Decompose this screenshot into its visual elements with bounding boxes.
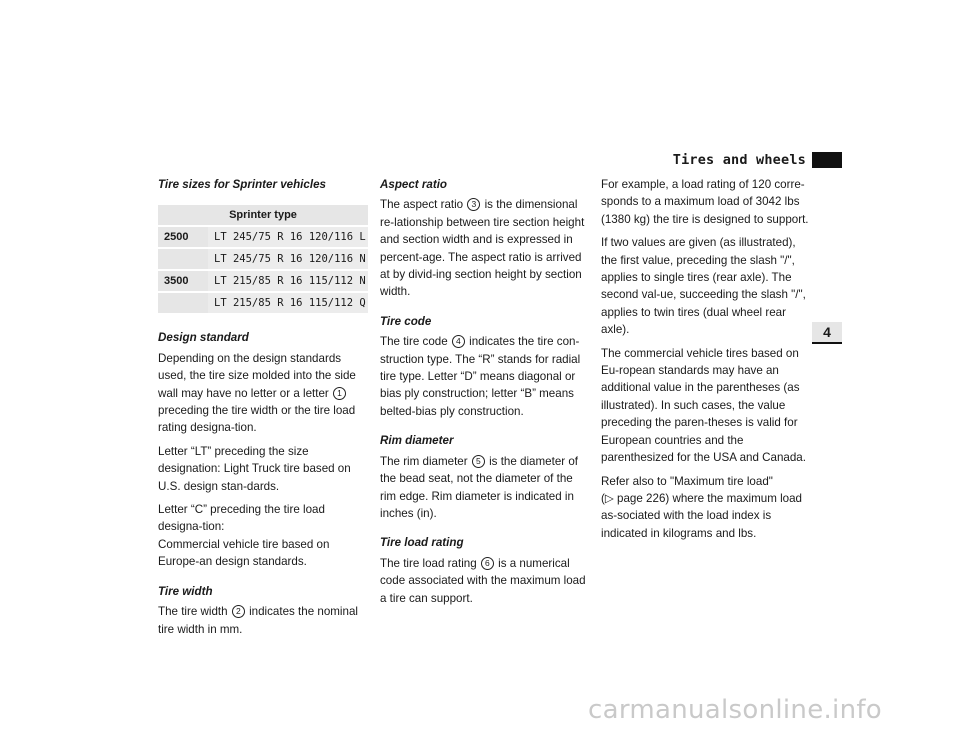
table-row [158, 227, 368, 247]
heading-tire-code: Tire code [380, 314, 432, 328]
size-cell: LT 245/75 R 16 120/116 L [208, 227, 368, 247]
column-left [158, 176, 370, 644]
heading-aspect-ratio: Aspect ratio [380, 178, 448, 191]
chapter-number: 4 [812, 322, 842, 344]
table-row [158, 249, 368, 269]
two-values-text: If two values are given (as illustrated), the first value, preceding the slash "/", applies to single tires (rear axle). The second val-ue, succeeding the slash "/", applies to twin tires (dual wheel rear axle). [601, 236, 806, 337]
letter-c-text: Letter “C” preceding the tire load designa-tion: Commercial vehicle tire based on Europe-an design standards. [158, 503, 330, 569]
section-tab-marker [812, 152, 842, 168]
sprinter-tire-table [158, 203, 368, 315]
heading-design-standard: Design standard [158, 331, 249, 345]
table-header: Sprinter type [158, 205, 368, 225]
column-middle [380, 176, 592, 613]
tire-width-text: The tire width 2 indicates the nominal tire width in mm. [158, 605, 358, 636]
section-title: Tires and wheels [672, 152, 806, 168]
watermark: carmanualsonline.info [588, 695, 883, 725]
design-standard-text: Depending on the design standards used, the tire size molded into the side wall may have no letter or a letter 1 preceding the tire width or the tire load rating designa-tion. [158, 351, 356, 435]
column-right [601, 176, 813, 548]
model-cell [158, 249, 208, 269]
aspect-ratio-text: The aspect ratio 3 is the dimensional re-lationship between tire section height and section width and is expressed in percent-age. The aspect ratio is arrived at by divid-ing section height by section width. [380, 198, 585, 299]
callout-marker: 4 [452, 335, 465, 348]
reference-text: Refer also to "Maximum tire load" (▷ page 226) where the maximum load as-sociated with the load index is indicated in kilograms and lbs. [601, 474, 802, 540]
callout-marker: 6 [481, 557, 494, 570]
model-cell: 2500 [158, 227, 208, 247]
european-standard-text: The commercial vehicle tires based on Eu-ropean standards may have an additional value in the parentheses (as illustrated). In such cases, the value preceding the paren-theses is valid for European countries and the parenthesized for the USA and Canada. [601, 346, 806, 465]
heading-rim-diameter: Rim diameter [380, 434, 454, 448]
heading-load-rating: Tire load rating [380, 536, 464, 550]
load-rating-text: The tire load rating 6 is a numerical code associated with the maximum load a tire can support. [380, 556, 586, 605]
size-cell: LT 245/75 R 16 120/116 N [208, 249, 368, 269]
callout-marker: 2 [232, 605, 245, 618]
tire-code-text: The tire code 4 indicates the tire con-struction type. The “R” stands for radial tire type. Letter “D” means diagonal or bias ply construction; letter “B” means belted-bias ply construction. [380, 335, 581, 418]
size-cell: LT 215/85 R 16 115/112 N [208, 271, 368, 291]
size-cell: LT 215/85 R 16 115/112 Q [208, 293, 368, 313]
callout-marker: 3 [467, 198, 480, 211]
callout-marker: 1 [333, 387, 346, 400]
callout-marker: 5 [472, 455, 485, 468]
page-reference-arrow-icon: ▷ [604, 491, 614, 505]
table-row [158, 293, 368, 313]
heading-tire-sizes: Tire sizes for Sprinter vehicles [158, 178, 326, 191]
page-reference-link[interactable]: page 226) where the maximum load as-sociated with the load index is indicated in kilograms and lbs. [601, 491, 802, 540]
heading-tire-width: Tire width [158, 584, 213, 598]
model-cell: 3500 [158, 271, 208, 291]
table-row [158, 271, 368, 291]
rim-diameter-text: The rim diameter 5 is the diameter of the bead seat, not the diameter of the rim edge. Rim diameter is indicated in inches (in). [380, 454, 579, 520]
load-example-text: For example, a load rating of 120 corre-sponds to a maximum load of 3042 lbs (1380 kg) the tire is designed to support. [601, 178, 809, 226]
model-cell [158, 293, 208, 313]
letter-lt-text: Letter “LT” preceding the size designation: Light Truck tire based on U.S. design stan-dards. [158, 444, 351, 493]
